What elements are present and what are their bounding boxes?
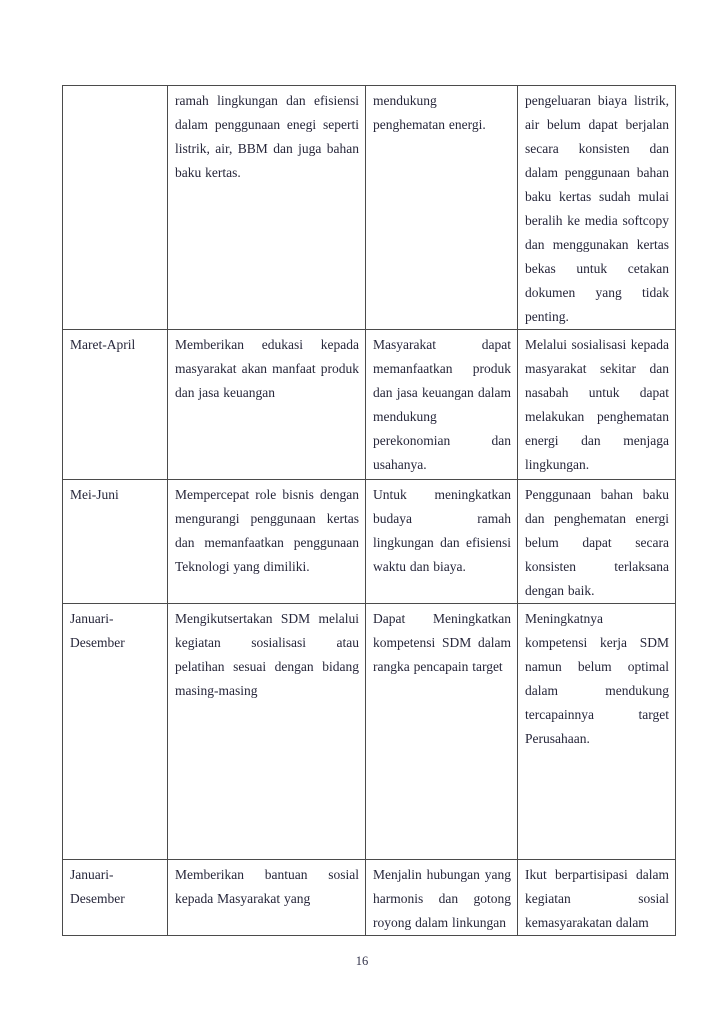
cell-r1-period [63,86,168,330]
cell-r2-c2: Memberikan edukasi kepada masyarakat akan manfaat produk dan jasa keuangan [168,330,366,480]
table-row [63,480,676,604]
cell-r1-c3: mendukung penghematan energi. [366,86,518,330]
cell-r4-c4: Meningkatnya kompetensi kerja SDM namun belum optimal dalam mendukung tercapainnya target Perusahaan. [518,604,676,860]
cell-r5-c3: Menjalin hubungan yang harmonis dan gotong royong dalam linkungan [366,860,518,936]
cell-r1-c2: ramah lingkungan dan efisiensi dalam penggunaan enegi seperti listrik, air, BBM dan juga bahan baku kertas. [168,86,366,330]
table-row [63,86,676,330]
cell-r5-c4: Ikut berpartisipasi dalam kegiatan sosial kemasyarakatan dalam [518,860,676,936]
cell-r1-c4: pengeluaran biaya listrik, air belum dapat berjalan secara konsisten dan dalam penggunaan bahan baku kertas sudah mulai beralih ke media softcopy dan menggunakan kertas bekas untuk cetakan dokumen yang tidak penting. [518,86,676,330]
cell-r3-period: Mei-Juni [63,480,168,604]
page-number: 16 [355,954,369,968]
table-row [63,860,676,936]
cell-r2-c3: Masyarakat dapat memanfaatkan produk dan jasa keuangan dalam mendukung perekonomian dan usahanya. [366,330,518,480]
activity-report-table [62,85,676,936]
cell-r2-period: Maret-April [63,330,168,480]
cell-r5-period: Januari-Desember [63,860,168,936]
table-row [63,330,676,480]
cell-r4-period: Januari-Desember [63,604,168,860]
cell-r3-c3: Untuk meningkatkan budaya ramah lingkungan dan efisiensi waktu dan biaya. [366,480,518,604]
table-row [63,604,676,860]
cell-r3-c2: Mempercepat role bisnis dengan mengurangi penggunaan kertas dan memanfaatkan penggunaan Teknologi yang dimiliki. [168,480,366,604]
cell-r4-c3: Dapat Meningkatkan kompetensi SDM dalam rangka pencapain target [366,604,518,860]
cell-r5-c2: Memberikan bantuan sosial kepada Masyarakat yang [168,860,366,936]
cell-r4-c2: Mengikutsertakan SDM melalui kegiatan sosialisasi atau pelatihan sesuai dengan bidang masing-masing [168,604,366,860]
cell-r2-c4: Melalui sosialisasi kepada masyarakat sekitar dan nasabah untuk dapat melakukan penghematan energi dan menjaga lingkungan. [518,330,676,480]
cell-r3-c4: Penggunaan bahan baku dan penghematan energi belum dapat secara konsisten terlaksana dengan baik. [518,480,676,604]
